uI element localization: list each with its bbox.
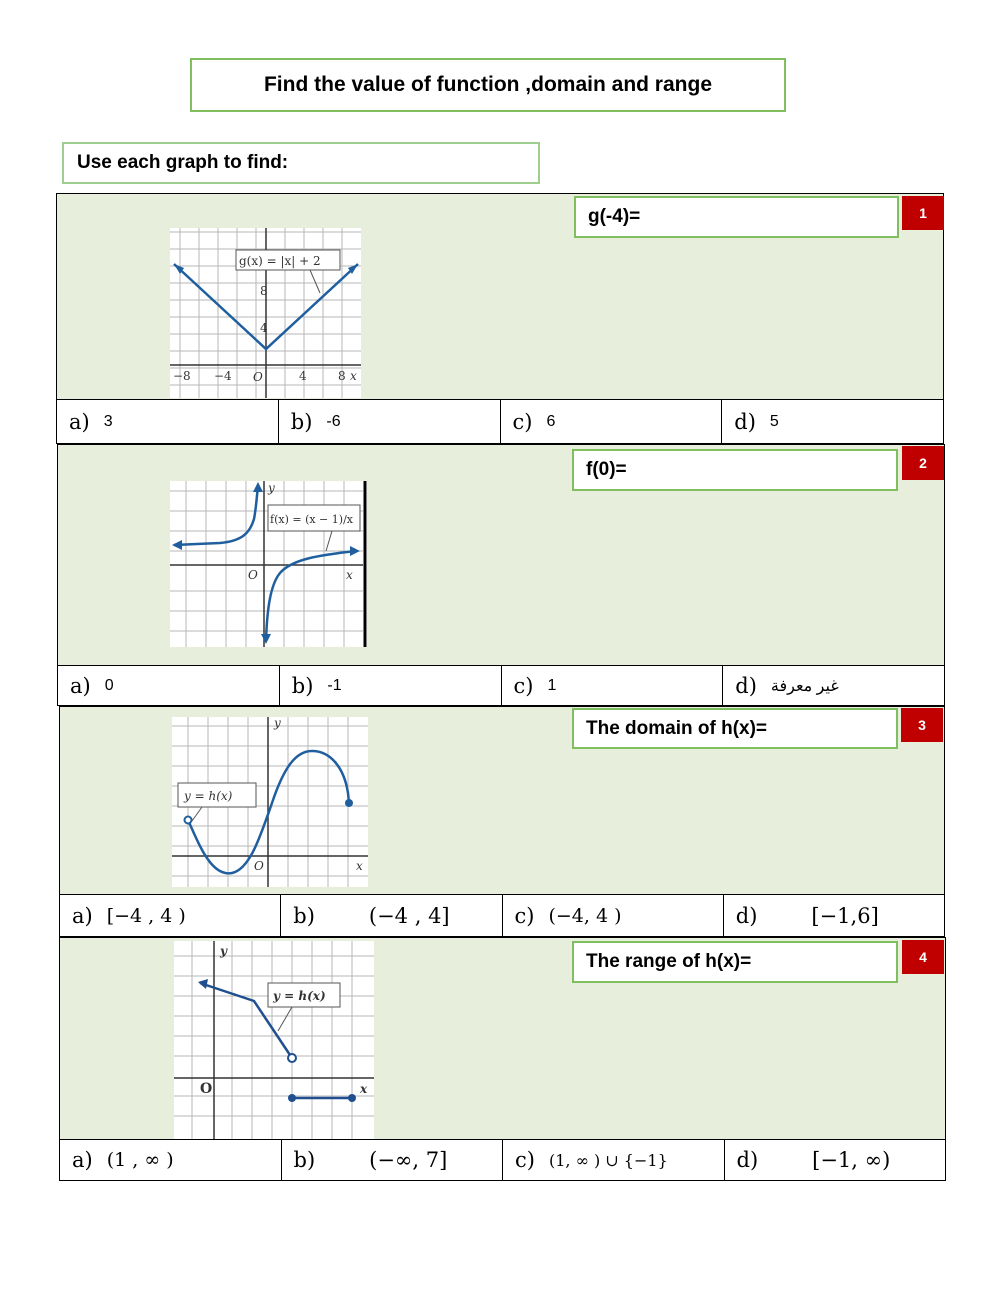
graph-label: g(x) = |x| + 2 bbox=[239, 254, 321, 268]
y-axis-label: y bbox=[268, 481, 275, 495]
option-a[interactable]: a) 0 bbox=[70, 673, 114, 698]
x-tick-neg8: −8 bbox=[173, 369, 191, 383]
closed-endpoint bbox=[345, 799, 353, 807]
origin-label: O bbox=[254, 859, 264, 873]
option-d[interactable]: d) [−1, ∞) bbox=[724, 1140, 946, 1180]
option-d[interactable]: d) [−1,6] bbox=[723, 895, 944, 936]
x-axis-label: x bbox=[350, 369, 357, 383]
graph-label: y = h(x) bbox=[184, 789, 233, 803]
question-1 bbox=[56, 193, 944, 444]
x-tick-8: 8 bbox=[338, 369, 346, 383]
question-3-number: 3 bbox=[901, 708, 943, 742]
x-tick-neg4: −4 bbox=[214, 369, 232, 383]
open-endpoint bbox=[185, 817, 192, 824]
question-1-number: 1 bbox=[902, 196, 944, 230]
function-curve-left bbox=[174, 485, 258, 545]
origin-label: O bbox=[253, 370, 263, 384]
graph-label: y = h(x) bbox=[273, 989, 326, 1003]
question-3-options bbox=[60, 894, 944, 936]
option-d[interactable]: d) 5 bbox=[721, 400, 943, 443]
question-1-graph bbox=[170, 228, 361, 398]
instructions: Use each graph to find: bbox=[62, 142, 540, 184]
x-axis-label: x bbox=[360, 1082, 368, 1096]
closed-endpoint-right bbox=[348, 1094, 356, 1102]
question-4-number: 4 bbox=[902, 940, 944, 974]
graph-label: f(x) = (x − 1)/x bbox=[270, 513, 353, 526]
question-2 bbox=[57, 444, 945, 706]
x-tick-4: 4 bbox=[299, 369, 307, 383]
closed-endpoint-left bbox=[288, 1094, 296, 1102]
question-4-graph bbox=[174, 941, 374, 1139]
question-4-prompt: The range of h(x)= bbox=[572, 941, 898, 983]
y-tick-8: 8 bbox=[260, 284, 268, 298]
x-axis-label: x bbox=[356, 859, 363, 873]
origin-label: O bbox=[200, 1081, 213, 1097]
option-d[interactable]: d) غير معرفة bbox=[722, 666, 944, 705]
page-title: Find the value of function ,domain and range bbox=[190, 58, 786, 112]
question-4 bbox=[59, 937, 946, 1181]
option-c[interactable]: c) (1, ∞ ) ∪ {−1} bbox=[502, 1140, 724, 1180]
option-a[interactable]: a) [−4 , 4 ) bbox=[72, 903, 186, 928]
origin-label: O bbox=[248, 568, 258, 582]
open-endpoint bbox=[288, 1054, 296, 1062]
question-4-options bbox=[60, 1139, 945, 1180]
question-3-graph bbox=[172, 717, 368, 887]
option-b[interactable]: b) -1 bbox=[279, 666, 501, 705]
option-b[interactable]: b) (−4 , 4] bbox=[280, 895, 501, 936]
question-2-graph bbox=[170, 481, 367, 647]
option-a[interactable]: a) 3 bbox=[69, 409, 113, 434]
question-2-number: 2 bbox=[902, 446, 944, 480]
y-tick-4: 4 bbox=[260, 321, 268, 335]
question-1-prompt: g(-4)= bbox=[574, 196, 899, 238]
question-2-options bbox=[58, 665, 944, 705]
option-a[interactable]: a) (1 , ∞ ) bbox=[72, 1148, 174, 1172]
option-c[interactable]: c) 6 bbox=[500, 400, 722, 443]
option-c[interactable]: c) (−4, 4 ) bbox=[502, 895, 723, 936]
y-axis-label: y bbox=[220, 944, 227, 958]
question-3 bbox=[59, 706, 945, 937]
question-3-prompt: The domain of h(x)= bbox=[572, 708, 898, 749]
y-axis-label: y bbox=[274, 717, 281, 730]
option-c[interactable]: c) 1 bbox=[501, 666, 723, 705]
option-b[interactable]: b) (−∞, 7] bbox=[281, 1140, 503, 1180]
x-axis-label: x bbox=[346, 568, 353, 582]
question-2-prompt: f(0)= bbox=[572, 449, 898, 491]
question-1-options bbox=[57, 399, 943, 443]
option-b[interactable]: b) -6 bbox=[278, 400, 500, 443]
